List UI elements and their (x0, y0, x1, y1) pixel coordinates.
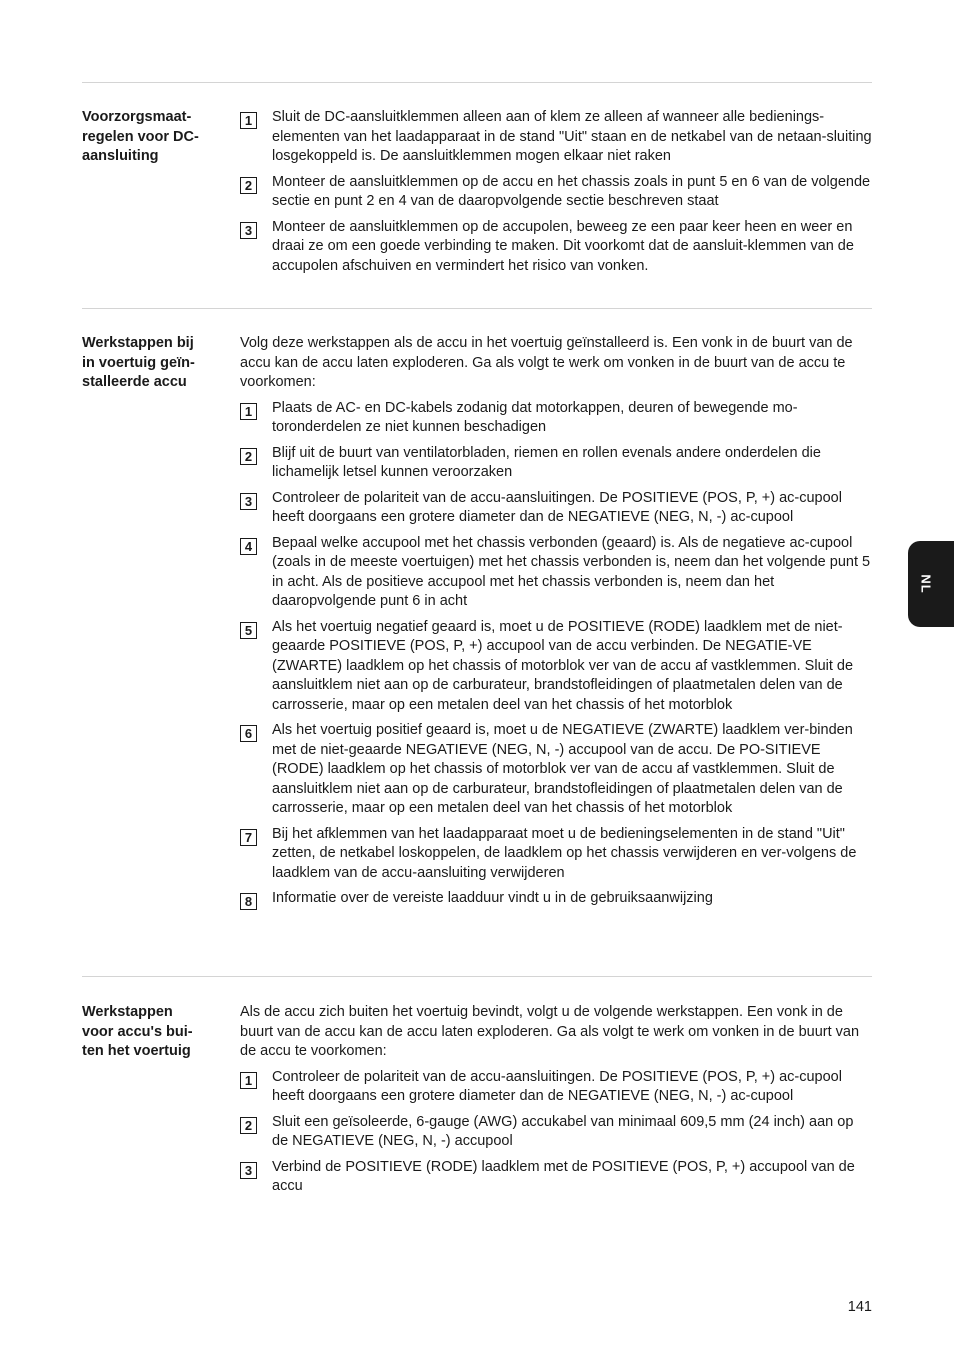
section-content (240, 108, 872, 282)
section-title-line: in voertuig geïn- (82, 354, 195, 371)
step-number: 1 (240, 1072, 257, 1089)
section-title-line: ten het voertuig (82, 1043, 191, 1059)
section-title-line: aansluiting (82, 148, 159, 164)
step-text: Verbind de POSITIEVE (RODE) laadklem met de POSITIEVE (POS, P, +) accupool van de accu (272, 1158, 855, 1194)
step-text: Bepaal welke accupool met het chassis verbonden (geaard) is. Als de negatieve ac-cupool (zoals in de meeste voertuigen) met het chassis verbonden is, neem dan het volgende punt 5 in acht. Als de positieve accupool met het chassis verbonden is, neem dan het daaropvolgende punt 6 in acht (272, 534, 871, 609)
step-item (240, 721, 872, 819)
step-item (240, 534, 872, 612)
section-title-line: stalleerde accu (82, 374, 187, 390)
section-title-line: regelen voor DC- (82, 128, 199, 145)
step-item (240, 1158, 872, 1197)
step-text: Als het voertuig positief geaard is, moet u de NEGATIEVE (ZWARTE) laadklem ver-binden met de niet-geaarde NEGATIEVE (NEG, N, -) accupool van de accu. De PO-SITIEVE (RODE) laadklem op het chassis of motorblok ver van de accu af vastklemmen. Sluit de aansluitklem niet aan op de carburateur, brandstofleidingen of plaatmetalen delen van de carrosserie, maar op een metalen deel van het chassis of het motorblok (272, 722, 853, 816)
step-item (240, 173, 872, 212)
step-text: Sluit een geïsoleerde, 6-gauge (AWG) accukabel van minimaal 609,5 mm (24 inch) aan op de NEGATIEVE (NEG, N, -) accupool (272, 1113, 854, 1149)
language-tab-label: NL (918, 574, 934, 594)
section-title-line: Werkstappen bij (82, 335, 194, 351)
section-title (82, 334, 227, 393)
step-text: Sluit de DC-aansluitklemmen alleen aan of klem ze alleen af wanneer alle bedienings-elementen van het laadapparaat in de stand "Uit" staan en de netkabel van de netaan-sluiting losgekoppeld is. De aansluitklemmen mogen elkaar niet raken (272, 109, 872, 164)
step-item (240, 1068, 872, 1107)
step-item (240, 489, 872, 528)
section-intro: Volg deze werkstappen als de accu in het voertuig geïnstalleerd is. Een vonk in de buurt van de accu kan de accu laten exploderen. Ga als volgt te werk om vonken in de buurt van de accu te voorkomen: (240, 335, 853, 390)
step-number: 2 (240, 177, 257, 194)
step-number: 1 (240, 403, 257, 420)
step-number: 3 (240, 222, 257, 239)
step-number: 5 (240, 622, 257, 639)
step-text: Monteer de aansluitklemmen op de accu en het chassis zoals in punt 5 en 6 van de volgende sectie en punt 2 en 4 van de daaropvolgende sectie beschreven staat (272, 173, 871, 209)
step-item (240, 825, 872, 884)
section-content (240, 1003, 872, 1203)
section-title (82, 1003, 227, 1062)
step-item (240, 618, 872, 716)
step-number: 4 (240, 538, 257, 555)
step-number: 3 (240, 493, 257, 510)
section-intro: Als de accu zich buiten het voertuig bevindt, volgt u de volgende werkstappen. Een vonk in de buurt van de accu kan de accu laten exploderen. Ga als volgt te werk om vonken in de buurt van de accu te voorkomen: (240, 1004, 860, 1059)
step-text: Bij het afklemmen van het laadapparaat moet u de bedieningselementen in de stand "Uit" zetten, de netkabel loskoppelen, de laadklem op het chassis verwijderen en ver-volgens de laadklem van de accu-aansluiting verwijderen (272, 825, 857, 881)
step-item (240, 444, 872, 483)
section-title-line: voor accu's bui- (82, 1023, 193, 1040)
step-number: 1 (240, 112, 257, 129)
step-item (240, 889, 872, 909)
step-item (240, 1113, 872, 1152)
step-text: Informatie over de vereiste laadduur vindt u in de gebruiksaanwijzing (272, 890, 713, 906)
top-divider (82, 82, 872, 83)
section-content (240, 334, 872, 915)
language-tab (908, 541, 954, 627)
step-number: 8 (240, 893, 257, 910)
section-title (82, 108, 227, 167)
step-text: Controleer de polariteit van de accu-aansluitingen. De POSITIEVE (POS, P, +) ac-cupool heeft doorgaans een grotere diameter dan de NEGATIEVE (NEG, N, -) ac-cupool (272, 1068, 842, 1104)
step-number: 7 (240, 829, 257, 846)
step-text: Als het voertuig negatief geaard is, moet u de POSITIEVE (RODE) laadklem met de niet-geaarde POSITIEVE (POS, P, +) accupool van de accu verbinden. De NEGATIE-VE (ZWARTE) laadklem op het chassis of motorblok ver van de accu af vastklemmen. Sluit de aansluitklem niet aan op de carburateur, brandstofleidingen of plaatmetalen delen van de carrosserie, maar op een metalen deel van het chassis of het motorblok (272, 618, 854, 713)
step-text: Blijf uit de buurt van ventilatorbladen, riemen en rollen evenals andere onderdelen die lichamelijk letsel kunnen veroorzaken (272, 444, 821, 480)
section-title-line: Werkstappen (82, 1004, 173, 1020)
step-text: Controleer de polariteit van de accu-aansluitingen. De POSITIEVE (POS, P, +) ac-cupool heeft doorgaans een grotere diameter dan de NEGATIEVE (NEG, N, -) ac-cupool (272, 489, 842, 525)
step-item (240, 399, 872, 438)
section-divider (82, 308, 872, 309)
step-text: Plaats de AC- en DC-kabels zodanig dat motorkappen, deuren of bewegende mo-toronderdelen ze niet kunnen beschadigen (272, 399, 798, 435)
section-title-line: Voorzorgsmaat- (82, 109, 192, 125)
step-number: 3 (240, 1162, 257, 1179)
step-text: Monteer de aansluitklemmen op de accupolen, beweeg ze een paar keer heen en weer en draai ze om een goede verbinding te maken. Dit voorkomt dat de aansluit-klemmen van de accupolen afschuiven en vermindert het risico van vonken. (272, 218, 854, 274)
page-number: 141 (847, 1299, 872, 1315)
step-number: 2 (240, 448, 257, 465)
section-divider (82, 976, 872, 977)
step-number: 6 (240, 725, 257, 742)
step-number: 2 (240, 1117, 257, 1134)
step-item (240, 108, 872, 167)
step-item (240, 218, 872, 277)
